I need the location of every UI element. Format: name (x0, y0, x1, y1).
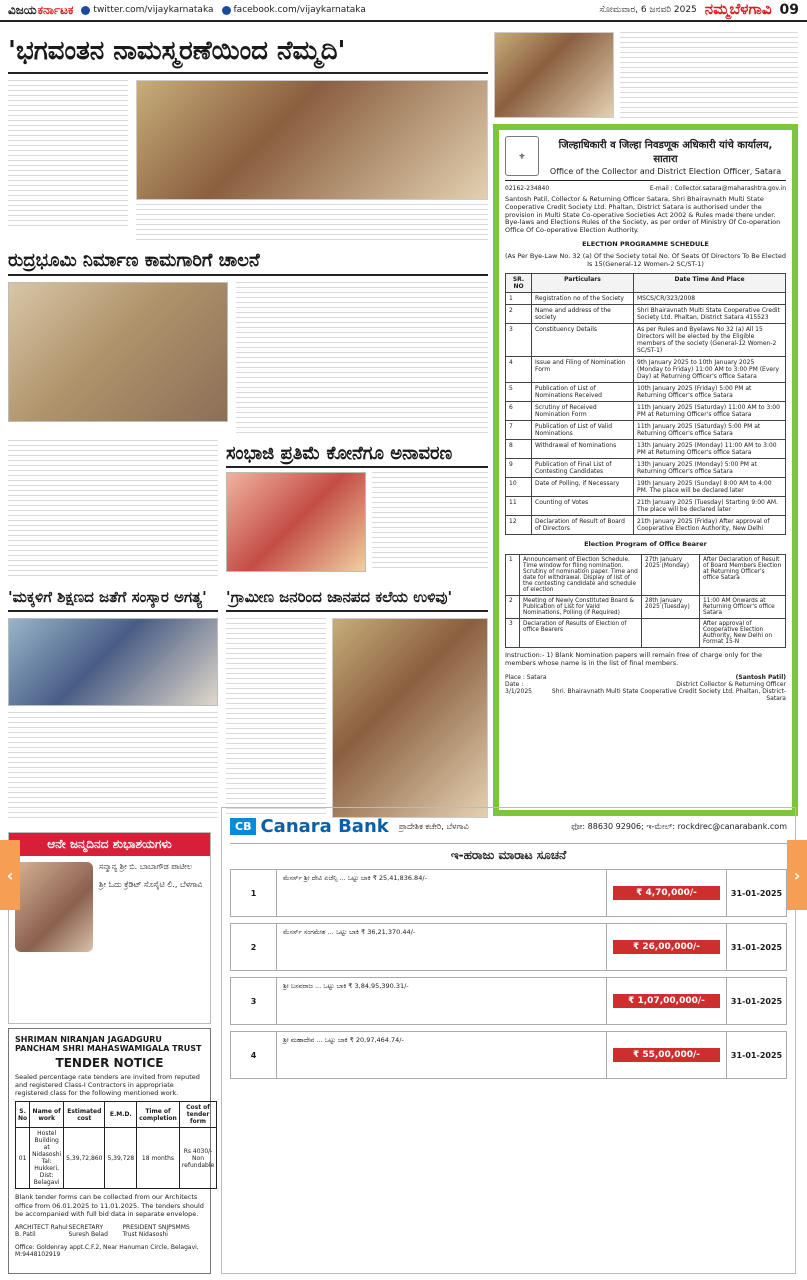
issue-date: ಸೋಮವಾರ, 6 ಜನವರಿ 2025 (599, 5, 697, 15)
facebook-icon (222, 6, 231, 15)
story-text-right (620, 32, 798, 118)
table-row: 01 Hostel Building at Nidasoshi Tal: Hukkeri, Dist: Belagavi 5,39,72,860 5,39,728 18 months Rs 4030/- Non refundable (16, 1128, 217, 1189)
story-text-1 (8, 80, 128, 230)
auction-row: 3 ಶ್ರೀ ಬಸವರಾಜ ... ಒಟ್ಟು ಬಾಕಿ ₹ 3,84,95,390.31/- ₹ 1,07,00,000/- 31-01-2025 (230, 977, 787, 1025)
table-row: 11 Counting of Votes 21th January 2025 (Tuesday) Starting 9:00 AM. The place will be declared later (506, 497, 786, 516)
story-text-2 (136, 204, 488, 240)
tender-table (15, 1101, 217, 1189)
statue-photo (226, 472, 366, 572)
auction-row: 2 ಮೆಸರ್ಸ್ ಸಂಗಮೇಶ ... ಒಟ್ಟು ಬಾಕಿ ₹ 36,21,370.44/- ₹ 26,00,000/- 31-01-2025 (230, 923, 787, 971)
page-brand: ನಮ್ಮಬೆಳಗಾವಿ (704, 2, 772, 18)
canara-contact: ಫೋ: 88630 92906; ಇ-ಮೇಲ್: rockdrec@canarabank.com (571, 821, 787, 831)
story3-headline: ಸಂಭಾಜಿ ಪ್ರತಿಮೆ ಕೋನೆಗೂ ಅನಾವರಣ (226, 440, 488, 468)
birthday-ad-footer: ಶ್ರೀ ಓದು ಕ್ರೆಡಿಟ್ ಸೊಸೈಟಿ ಲಿ., ಬೆಳಗಾವಿ (99, 880, 203, 890)
tender-notice (8, 1028, 215, 1274)
table-header: Date Time And Place (634, 274, 786, 293)
signature-title: District Collector & Returning Officer (676, 680, 786, 688)
event-photo-1 (136, 80, 488, 200)
story-text-5 (372, 472, 488, 572)
story-text-3 (236, 282, 488, 436)
table-row: 10 Date of Polling, if Necessary 19th January 2025 (Sunday) 8:00 AM to 4:00 PM. The place will be declared later (506, 478, 786, 497)
notice-title-english: Office of the Collector and District Election Officer, Satara (549, 166, 782, 176)
table-row: 3 Constituency Details As per Rules and Byelaws No 32 (a) All 15 Directors will be elected by the Eligible members of the society (General-12 Women-2 SC/ST-1) (506, 324, 786, 357)
canara-region: ಪ್ರಾದೇಶಿಕ ಕಚೇರಿ, ಬೆಳಗಾವಿ (398, 821, 469, 831)
facebook-link[interactable]: facebook.com/vijaykarnataka (222, 5, 366, 15)
auction-row: 1 ಮೆಸರ್ಸ್ ಶ್ರೀ ದೇವಿ ಏಜೆನ್ಸಿ ... ಒಟ್ಟು ಬಾಕಿ ₹ 25,41,836.84/- ₹ 4,70,000/- 31-01-2025 (230, 869, 787, 917)
twitter-link[interactable]: twitter.com/vijaykarnataka (81, 5, 213, 15)
officer-program-title: Election Program of Office Bearer (584, 540, 707, 549)
table-row: 2 Meeting of Newly Constituted Board & Publication of List for Valid Nominations, Polling (if Required) 28th January 2025 (Tuesday) 11:00 AM Onwards at Returning Officer's office Satara (506, 596, 786, 619)
tender-body: Blank tender forms can be collected from our Architects office from 06.01.2025 to 11.01.2025. The tenders should be accompanied with full bid data in separate envelope. (15, 1193, 204, 1218)
story-text-6 (8, 712, 218, 822)
story-text-4 (8, 440, 218, 578)
portrait (15, 862, 93, 952)
auction-row: 4 ಶ್ರೀ ಮಹಾದೇವ ... ಒಟ್ಟು ಬಾಕಿ ₹ 20,97,464.74/- ₹ 55,00,000/- 31-01-2025 (230, 1031, 787, 1079)
table-row: 2 Name and address of the society Shri Bhairavnath Multi State Cooperative Credit Society Ltd. Phaltan, District Satara 415523 (506, 305, 786, 324)
table-header: Time of completion (137, 1102, 180, 1128)
notice-place: Place : Satara (505, 673, 547, 681)
main-headline: 'ಭಗವಂತನ ನಾಮಸ್ಮರಣೆಯಿಂದ ನೆಮ್ಮದಿ' (8, 30, 488, 74)
election-notice (493, 124, 798, 816)
group-photo-right (494, 32, 614, 118)
officer-program-table (505, 554, 786, 648)
table-row: 1 Announcement of Election Schedule. Time window for filing nomination. Scrutiny of nomination paper. Time and date for withdrawal. Display of list of the contesting candidate and schedule of election 27th January 2025 (Monday) After Declaration of Result of Board Members Election at Returning Officer's office Satara (506, 555, 786, 596)
next-page-arrow[interactable]: › (787, 840, 807, 910)
canara-logo: CB Canara Bank (230, 816, 389, 837)
auction-title: ಇ-ಹರಾಜು ಮಾರಾಟ ಸೂಚನೆ (450, 848, 567, 862)
tender-office: Office: Goldenray appt.C.F.2, Near Hanuman Circle, Belagavi, M:9448102919 (15, 1243, 199, 1258)
notice-title-marathi: जिल्हाधिकारी व जिल्हा निवडणूक अधिकारी यांचे कार्यालय, सातारा (558, 139, 773, 165)
table-header: SR. NO (506, 274, 532, 293)
notice-intro: Santosh Patil, Collector & Returning Officer Satara, Shri Bhairavnath Multi State Cooperative Credit Society Ltd. Phaltan, District Satara is authorised under the provision in Multi State Co-operative Societies Act 2002 & Rules made there under. Bye-laws and Elections Rules of the Society, as per order of Ministry Of Co-operation Office Of Co-operative Election Authority. (505, 195, 781, 235)
notice-instruction: Instruction:- 1) Blank Nomination papers will remain free of charge only for the members whose name is in the list of final members. (505, 651, 763, 667)
table-row: 4 Issue and Filing of Nomination Form 9th January 2025 to 10th January 2025 (Monday to Friday) 11:00 AM to 3:00 PM (Every Day) at Returning Officer's office Satara (506, 357, 786, 383)
birthday-ad-title: ಆನೇ ಜನ್ಮದಿನದ ಶುಭಾಶಯಗಳು (9, 833, 210, 856)
notice-date: Date : 3/1/2025 (505, 680, 532, 695)
event-photo-2 (8, 282, 228, 422)
story4-headline: 'ಮಕ್ಕಳಿಗೆ ಶಿಕ್ಷಣದ ಜತೆಗೆ ಸಂಸ್ಕಾರ ಅಗತ್ಯ' (8, 584, 218, 612)
table-header: S. No (16, 1102, 30, 1128)
canara-auction-ad (221, 807, 796, 1274)
newspaper-header (0, 0, 807, 22)
twitter-icon (81, 6, 90, 15)
notice-phone: 02162-234840 (505, 185, 550, 192)
tender-title: TENDER NOTICE (55, 1056, 164, 1070)
secretary: SECRETARY Suresh Belad (68, 1223, 108, 1238)
emblem-icon: ⚜ (505, 136, 539, 176)
table-row: 6 Scrutiny of Received Nomination Form 11th January 2025 (Saturday) 11:00 AM to 3:00 PM at Returning Officer's office Satara (506, 402, 786, 421)
school-photo (8, 618, 218, 706)
table-row: 8 Withdrawal of Nominations 13th January 2025 (Monday) 11:00 AM to 3:00 PM at Returning Officer's office Satara (506, 440, 786, 459)
story-text-7 (226, 618, 326, 818)
birthday-ad (8, 832, 211, 1024)
brand-logo: ವಿಜಯ ಕರ್ನಾಟಕ (8, 2, 74, 17)
previous-page-arrow[interactable]: ‹ (0, 840, 20, 910)
table-header: Particulars (532, 274, 634, 293)
table-header: Name of work (30, 1102, 64, 1128)
table-row: 12 Declaration of Result of Board of Directors 21th January 2025 (Friday) After approval of Cooperative Election Authority, New Delhi (506, 516, 786, 535)
tender-org: SHRIMAN NIRANJAN JAGADGURU PANCHAM SHRI MAHASWAMIGALA TRUST (15, 1035, 202, 1053)
table-row: 7 Publication of List of Valid Nominations 11th January 2025 (Saturday) 5:00 PM at Returning Officer's office Satara (506, 421, 786, 440)
architect: ARCHITECT Rahul B. Patil (15, 1223, 68, 1238)
page-number: 09 (779, 2, 799, 18)
notice-email: E-mail : Collector.satara@maharashtra.gov.in (649, 185, 786, 192)
award-photo (332, 618, 488, 818)
table-row: 1 Registration no of the Society MSCS/CR/323/2008 (506, 293, 786, 305)
table-row: 5 Publication of List of Nominations Received 10th January 2025 (Friday) 5:00 PM at Returning Officer's office Satara (506, 383, 786, 402)
signature-name: (Santosh Patil) (735, 673, 786, 681)
story2-headline: ರುದ್ರಭೂಮಿ ನಿರ್ಮಾಣ ಕಾಮಗಾರಿಗೆ ಚಾಲನೆ (8, 246, 488, 276)
president: PRESIDENT SNJPSMMS Trust Nidasoshi (122, 1223, 190, 1238)
table-header: Cost of tender form (179, 1102, 216, 1128)
story5-headline: 'ಗ್ರಾಮೀಣ ಜನರಿಂದ ಜಾನಪದ ಕಲೆಯ ಉಳಿವು' (226, 584, 488, 612)
election-schedule-table (505, 273, 786, 535)
table-header: E.M.D. (105, 1102, 137, 1128)
signature-org: Shri. Bhairavnath Multi State Cooperative Credit Society Ltd. Phaltan, District-Satara (551, 687, 786, 702)
table-header: Estimated cost (64, 1102, 105, 1128)
canara-bank-icon: CB (230, 818, 256, 835)
table-row: 9 Publication of Final List of Contesting Candidates 13th January 2025 (Monday) 5:00 PM at Returning Officer's office Satara (506, 459, 786, 478)
programme-title: ELECTION PROGRAMME SCHEDULE (582, 239, 709, 248)
programme-sub: (As Per Bye-Law No. 32 (a) Of the Society total No. Of Seats Of Directors To Be Elected Is 15(General-12 Women-2 SC/ST-1) (505, 251, 786, 268)
birthday-ad-text: ಸನ್ಮಾನ್ಯ ಶ್ರೀ ಬಿ. ಬಾಬಾಗೌಡ ಪಾಟೀಲ (99, 862, 192, 871)
editorial-column (8, 30, 488, 820)
table-row: 3 Declaration of Results of Election of office Bearers After approval of Cooperative Election Authority, New Delhi on Format 15-N (506, 619, 786, 648)
tender-intro: Sealed percentage rate tenders are invited from reputed and registered Class-I Contractors in appropriate registered class for the following mentioned work. (15, 1073, 200, 1098)
